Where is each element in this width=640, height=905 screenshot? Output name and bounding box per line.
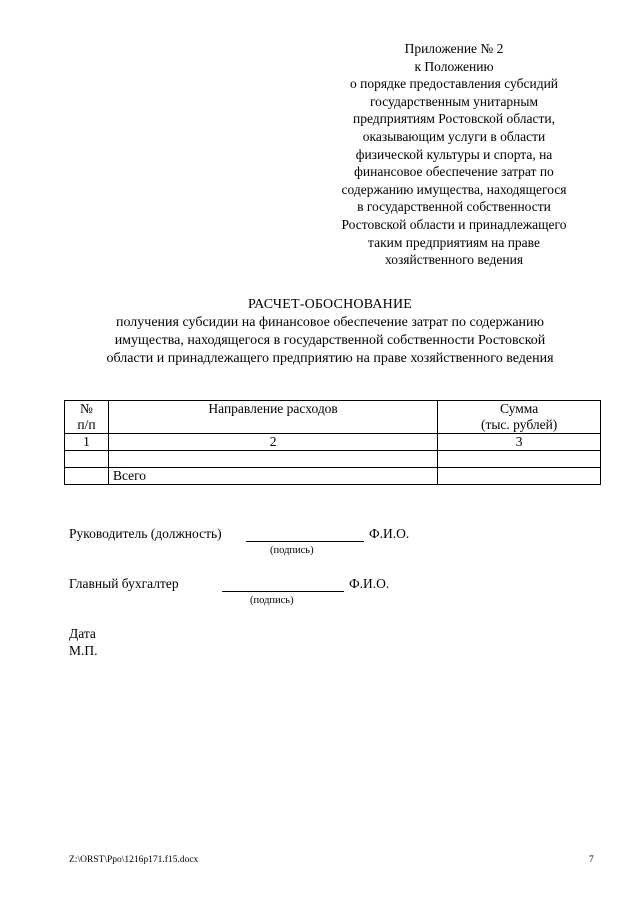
title-heading: РАСЧЕТ-ОБОСНОВАНИЕ [247,297,413,312]
accountant-signature-line[interactable] [222,591,344,592]
calculation-table [64,400,601,485]
accountant-label: Главный бухгалтер [69,576,179,591]
accountant-fio: Ф.И.О. [349,576,390,591]
appendix-header [318,40,590,269]
table-total-row [65,468,601,485]
appendix-line: о порядке предоставления субсидий [349,76,559,92]
appendix-line: Приложение № 2 [404,41,504,56]
appendix-line: финансовое обеспечение затрат по [354,164,554,180]
table-cell[interactable] [438,451,601,468]
table-header-row [65,401,601,434]
total-label: Всего [108,468,437,485]
table-numbering-row [65,434,601,451]
appendix-line: хозяйственного ведения [384,252,524,268]
table-cell[interactable] [108,451,437,468]
appendix-line: Ростовской области и принадлежащего [341,216,567,232]
head-label: Руководитель (должность) [69,526,222,541]
appendix-line: в государственной собственности [357,199,551,215]
header-number-line: п/п [77,417,96,432]
appendix-line: к Положению [414,58,494,74]
total-value-cell[interactable] [438,468,601,485]
file-path: Z:\ORST\Ppo\1216p171.f15.docx [69,855,199,865]
date-label: Дата [69,626,96,641]
title-line: получения субсидии на финансовое обеспечение затрат по содержанию [116,315,544,330]
appendix-line: таким предприятиям на праве [368,234,540,250]
header-sum-line: Сумма [500,401,539,416]
header-direction: Направление расходов [108,401,437,434]
head-signature-caption: (подпись) [270,545,314,556]
title-line: области и принадлежащего предприятию на праве хозяйственного ведения [106,351,554,366]
header-number-line: № [80,401,93,416]
head-fio: Ф.И.О. [369,526,410,541]
stamp-label: М.П. [69,643,98,658]
table-cell[interactable] [65,451,109,468]
document-title [60,296,600,368]
appendix-line: государственным унитарным [369,93,539,109]
header-number [65,401,109,434]
header-sum-line: (тыс. рублей) [480,417,558,432]
page-number: 7 [589,855,594,865]
appendix-line: предприятиям Ростовской области, [352,111,556,127]
title-line: имущества, находящегося в государственной собственности Ростовской [114,333,546,348]
table-cell: 3 [438,434,601,451]
table-cell: 1 [65,434,109,451]
appendix-line: оказывающим услуги в области [362,128,546,144]
appendix-line: содержанию имущества, находящегося [341,181,567,197]
appendix-line: физической культуры и спорта, на [355,146,553,162]
accountant-signature-caption: (подпись) [250,595,294,606]
header-sum [438,401,601,434]
table-cell: 2 [108,434,437,451]
table-cell [65,468,109,485]
head-signature-line[interactable] [246,541,364,542]
table-row [65,451,601,468]
